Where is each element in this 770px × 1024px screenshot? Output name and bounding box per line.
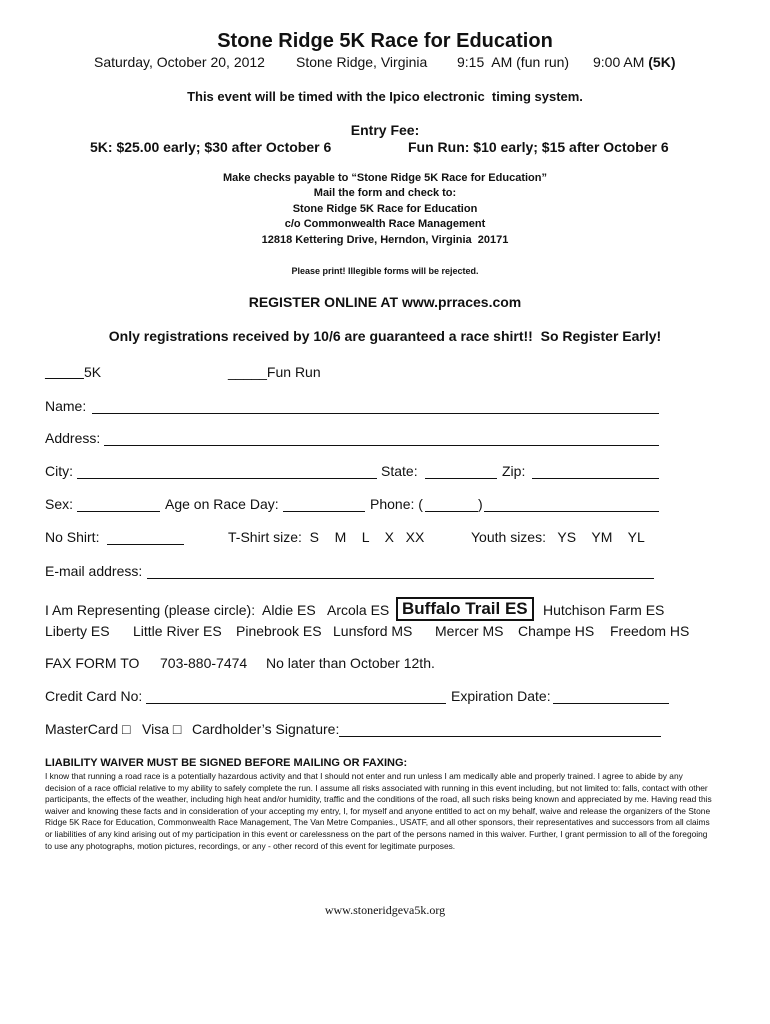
- fun-run-option[interactable]: _____Fun Run: [228, 364, 321, 380]
- school-arcola-es[interactable]: Arcola ES: [327, 602, 390, 618]
- sex-field[interactable]: [77, 511, 160, 512]
- state-field[interactable]: [425, 478, 497, 479]
- email-label: E-mail address:: [45, 563, 143, 579]
- school-freedom-hs[interactable]: Freedom HS: [610, 623, 690, 639]
- school-buffalo-trail-es-selected[interactable]: Buffalo Trail ES: [396, 597, 534, 621]
- signature-field[interactable]: [339, 736, 661, 737]
- timing-note: This event will be timed with the Ipico electronic timing system.: [187, 89, 583, 104]
- city-label: City:: [45, 463, 73, 479]
- entry-fee-heading: Entry Fee:: [350, 122, 420, 138]
- fax-number: 703-880-7474: [160, 655, 248, 671]
- no-shirt-label: No Shirt:: [45, 529, 100, 545]
- waiver-heading: LIABILITY WAIVER MUST BE SIGNED BEFORE MAILING OR FAXING:: [45, 757, 408, 769]
- school-champe-hs[interactable]: Champe HS: [518, 623, 595, 639]
- footer-url[interactable]: www.stoneridgeva5k.org: [324, 903, 446, 917]
- school-little-river-es[interactable]: Little River ES: [133, 623, 222, 639]
- race-time: 9:00 AM (5K): [593, 54, 676, 70]
- entry-fee-5k: 5K: $25.00 early; $30 after October 6: [90, 139, 332, 155]
- school-mercer-ms[interactable]: Mercer MS: [435, 623, 504, 639]
- mail-line-5: 12818 Kettering Drive, Herndon, Virginia 20171: [261, 234, 509, 246]
- mastercard-checkbox[interactable]: MasterCard □: [45, 721, 131, 737]
- age-label: Age on Race Day:: [165, 496, 279, 512]
- event-date: Saturday, October 20, 2012: [94, 54, 265, 70]
- five-k-option[interactable]: _____5K: [45, 364, 102, 380]
- entry-fee-fun-run: Fun Run: $10 early; $15 after October 6: [408, 139, 669, 155]
- state-label: State:: [381, 463, 418, 479]
- shirt-note: Only registrations received by 10/6 are guaranteed a race shirt!! So Register Early!: [108, 328, 662, 344]
- mail-line-2: Mail the form and check to:: [313, 187, 457, 199]
- school-hutchison-farm-es[interactable]: Hutchison Farm ES: [543, 602, 665, 618]
- zip-field[interactable]: [532, 478, 659, 479]
- no-shirt-field[interactable]: [107, 544, 184, 545]
- name-label: Name:: [45, 398, 87, 414]
- mail-line-3: Stone Ridge 5K Race for Education: [292, 203, 478, 215]
- tshirt-sizes[interactable]: T-Shirt size: S M L X XX: [228, 529, 425, 545]
- school-pinebrook-es[interactable]: Pinebrook ES: [236, 623, 322, 639]
- fun-run-time: 9:15 AM (fun run): [457, 54, 570, 70]
- sex-label: Sex:: [45, 496, 74, 512]
- school-lunsford-ms[interactable]: Lunsford MS: [333, 623, 413, 639]
- mail-line-4: c/o Commonwealth Race Management: [284, 218, 486, 230]
- page-title: Stone Ridge 5K Race for Education: [217, 30, 553, 52]
- event-location: Stone Ridge, Virginia: [296, 54, 428, 70]
- waiver-text: I know that running a road race is a potentially hazardous activity and that I should not enter and run unless I am medically able and properly trained. I agree to abide by any decision of a race official relative to my ability to safely complete the run. I assume all risks associated with running in this event including, but not limited to: falls, contact with other participants, the effects of the weather, including high heat and/or humidity, traffic and the conditions of the road, all such risks being known and appreciated by me. Having read this waiver and knowing these facts and in consideration of your accepting my entry, I, for myself and anyone entitled to act on my behalf, waive and release the organizers of the Stone Ridge 5K Race for Education, Commonwealth Race Management, The Van Metre Companies., USATF, and all other sponsors, their representatives and successors from all claims or liabilities of any kind arising out of my participation in this event or carelessness on the part of the persons named in this waiver. Further, I grant permission to all of the foregoing to use any photographs, motion pictures, recordings, or any - other record of this event for legitimate purposes.: [45, 771, 712, 851]
- address-field[interactable]: [104, 445, 659, 446]
- expiration-field[interactable]: [553, 703, 669, 704]
- address-label: Address:: [45, 430, 101, 446]
- fax-label: FAX FORM TO: [45, 655, 140, 671]
- credit-card-label: Credit Card No:: [45, 688, 143, 704]
- phone-area-code-field[interactable]: [425, 511, 478, 512]
- expiration-label: Expiration Date:: [451, 688, 551, 704]
- phone-number-field[interactable]: [484, 511, 659, 512]
- representing-label: I Am Representing (please circle):: [45, 602, 256, 618]
- email-field[interactable]: [147, 578, 654, 579]
- name-field[interactable]: [92, 413, 659, 414]
- register-online: REGISTER ONLINE AT www.prraces.com: [248, 294, 522, 310]
- phone-close-paren: ): [478, 496, 483, 512]
- mail-line-1: Make checks payable to “Stone Ridge 5K Race for Education”: [223, 172, 547, 184]
- school-liberty-es[interactable]: Liberty ES: [45, 623, 110, 639]
- credit-card-field[interactable]: [146, 703, 446, 704]
- city-field[interactable]: [77, 478, 377, 479]
- zip-label: Zip:: [502, 463, 526, 479]
- signature-label: Cardholder’s Signature:: [192, 721, 340, 737]
- phone-label: Phone: (: [370, 496, 423, 512]
- school-aldie-es[interactable]: Aldie ES: [262, 602, 316, 618]
- print-note: Please print! Illegible forms will be rejected.: [291, 266, 479, 276]
- visa-checkbox[interactable]: Visa □: [142, 721, 182, 737]
- youth-sizes[interactable]: Youth sizes: YS YM YL: [471, 529, 645, 545]
- age-field[interactable]: [283, 511, 365, 512]
- fax-deadline: No later than October 12th.: [266, 655, 435, 671]
